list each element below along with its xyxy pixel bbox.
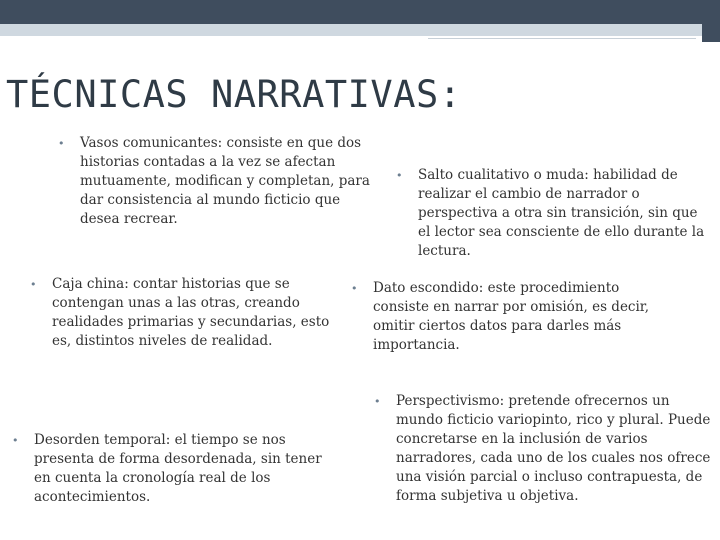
header-rule-line <box>428 38 696 39</box>
bullet-item-vasos-comunicantes <box>58 134 378 229</box>
bullet-text: Dato escondido: este procedimiento consiste en narrar por omisión, es decir, omitir ciertos datos para darles más importancia. <box>373 280 650 353</box>
bullet-icon: • <box>396 169 403 182</box>
bullet-text: Salto cualitativo o muda: habilidad de realizar el cambio de narrador o perspectiva a otra sin transición, sin que el lector sea consciente de ello durante la lectura. <box>418 167 705 259</box>
bullet-icon: • <box>12 434 19 447</box>
header-band-dark <box>0 0 702 24</box>
bullet-text: Desorden temporal: el tiempo se nos presenta de forma desordenada, sin tener en cuenta la cronología real de los acontecimientos. <box>34 432 322 505</box>
bullet-text: Vasos comunicantes: consiste en que dos historias contadas a la vez se afectan mutuamente, modifican y completan, para dar consistencia al mundo ficticio que desea recrear. <box>80 135 370 227</box>
bullet-item-dato-escondido <box>351 279 669 355</box>
bullet-item-caja-china <box>30 275 348 351</box>
bullet-item-perspectivismo <box>374 392 716 506</box>
header-band-corner <box>702 0 720 42</box>
bullet-item-salto-cualitativo <box>396 166 714 261</box>
bullet-text: Caja china: contar historias que se contengan unas a las otras, creando realidades primarias y secundarias, esto es, distintos niveles de realidad. <box>52 276 330 349</box>
bullet-item-desorden-temporal <box>12 431 334 507</box>
header-band-light <box>0 24 702 36</box>
bullet-icon: • <box>374 395 381 408</box>
bullet-text: Perspectivismo: pretende ofrecernos un mundo ficticio variopinto, rico y plural. Puede concretarse en la inclusión de varios narradores, cada uno de los cuales nos ofrece una visión parcial o incluso contrapuesta, de forma subjetiva u objetiva. <box>396 393 711 504</box>
bullet-icon: • <box>30 278 37 291</box>
bullet-icon: • <box>58 137 65 150</box>
slide-title: TÉCNICAS NARRATIVAS: <box>6 73 462 116</box>
bullet-icon: • <box>351 282 358 295</box>
